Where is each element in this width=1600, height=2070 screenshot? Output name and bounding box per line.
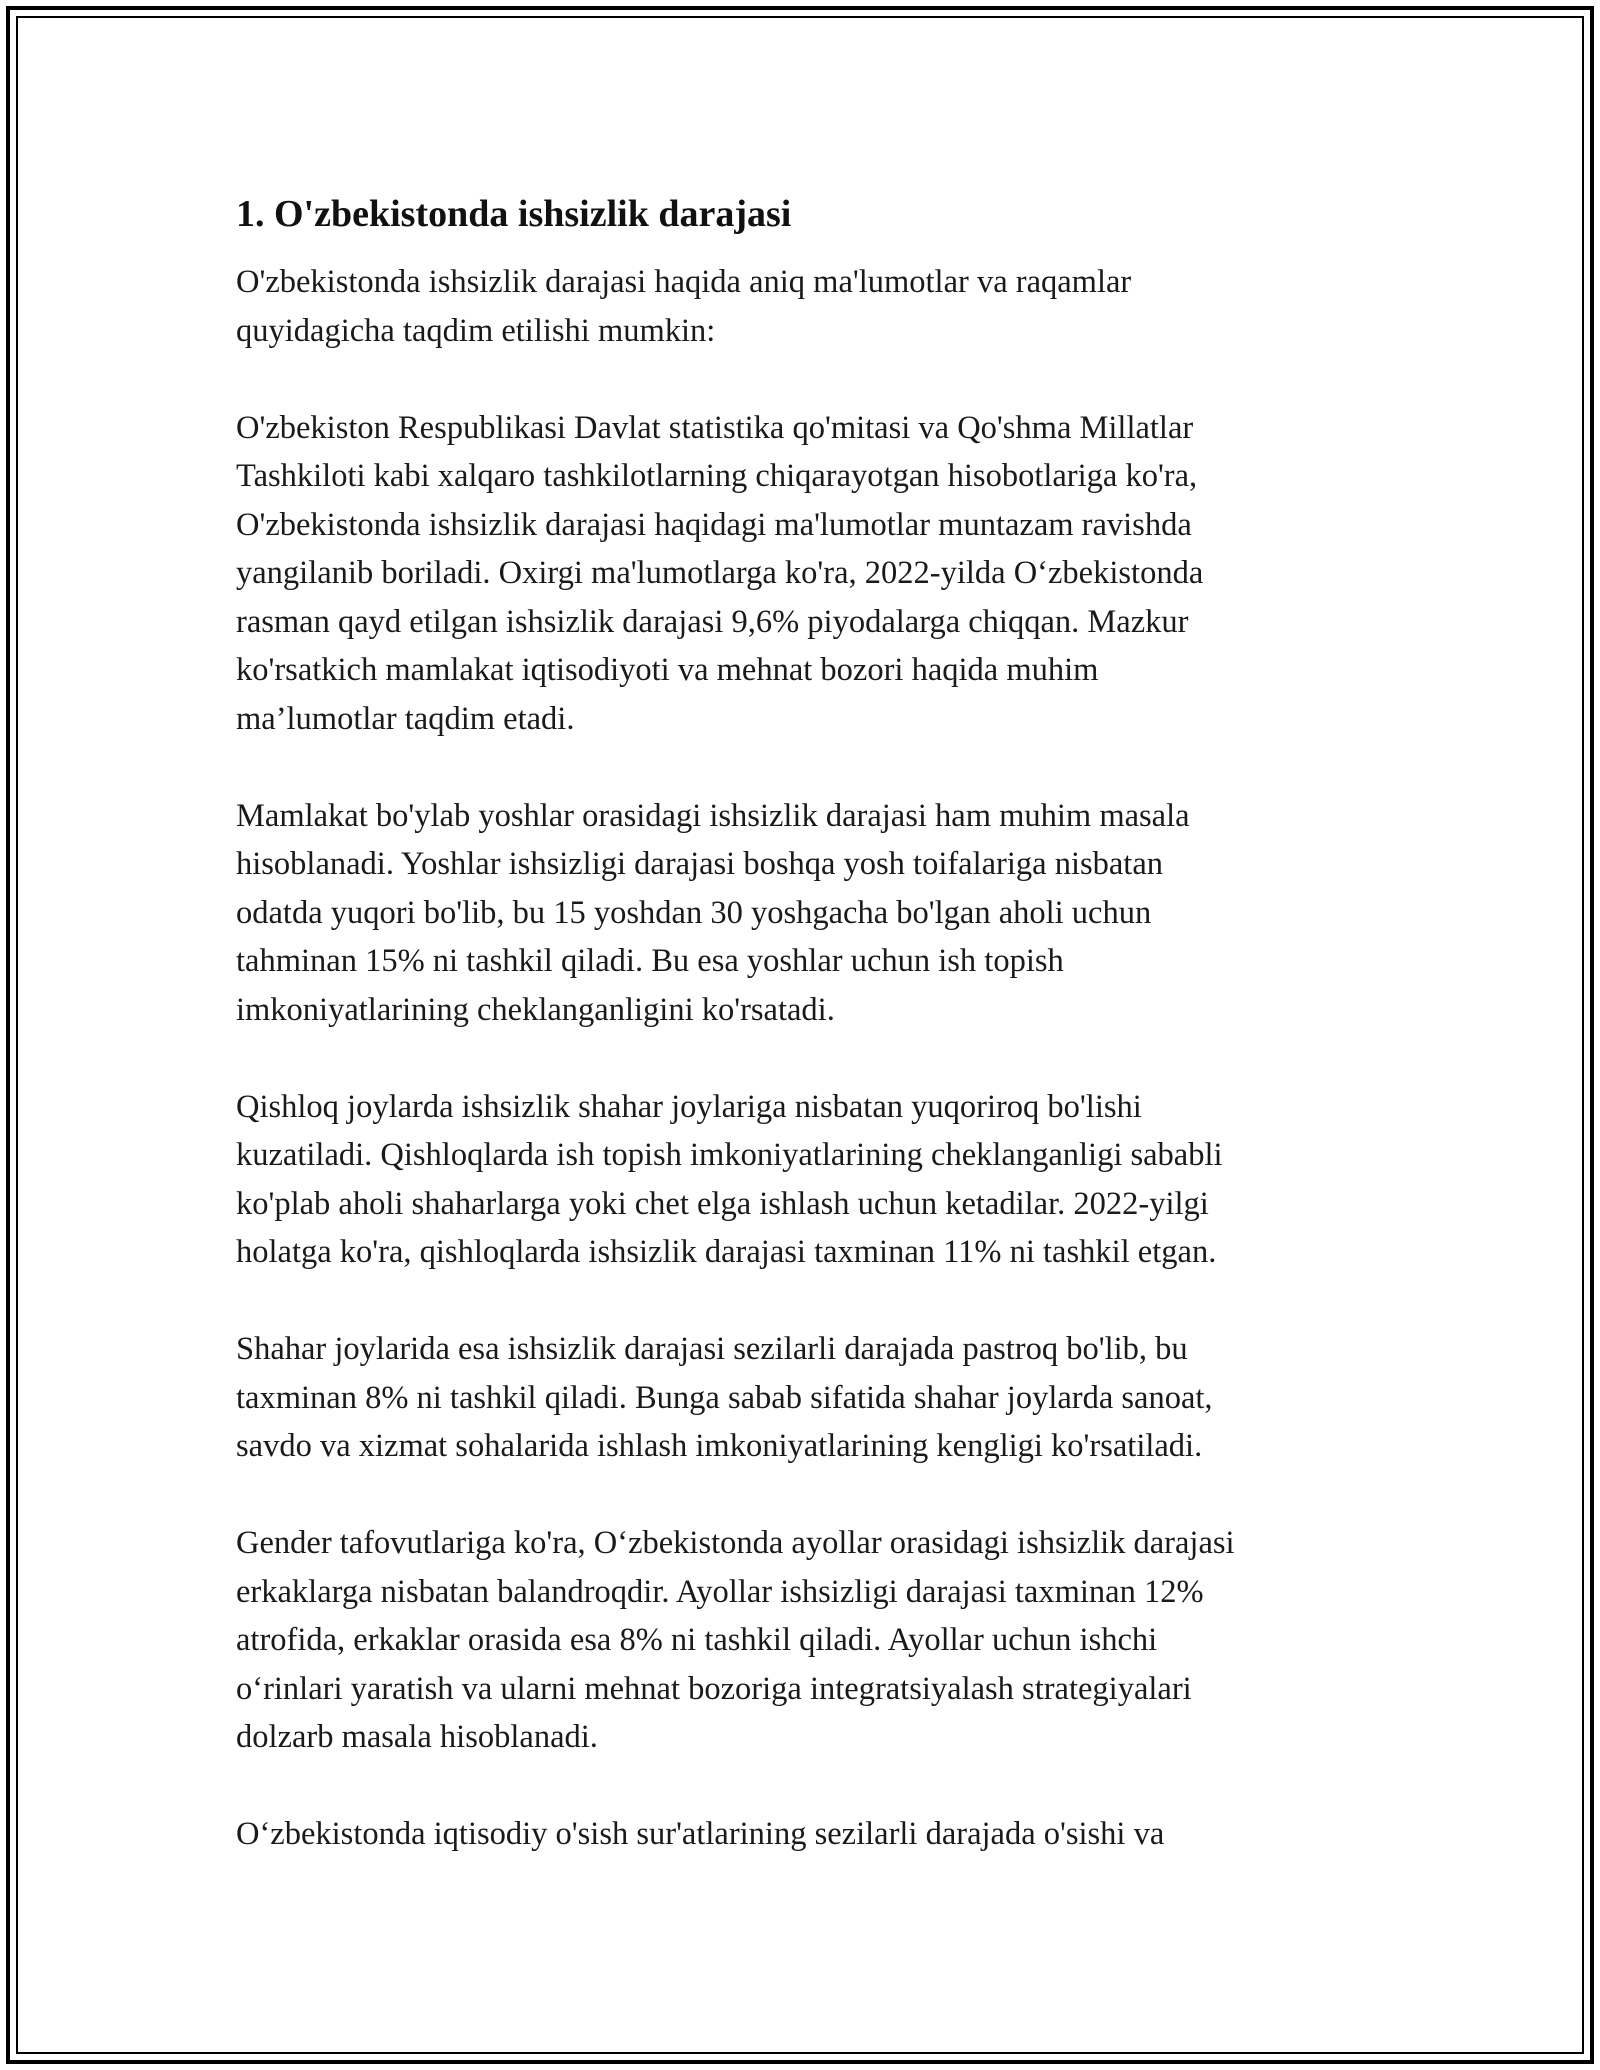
text-line: erkaklarga nisbatan balandroqdir. Ayollar ishsizligi darajasi taxminan 12%: [236, 1573, 1204, 1610]
text-line: rasman qayd etilgan ishsizlik darajasi 9,6% piyodalarga chiqqan. Mazkur: [236, 603, 1189, 640]
paragraph-rural-unemployment: [236, 1083, 1376, 1277]
paragraph-gender-differences: [236, 1519, 1376, 1762]
text-line: O'zbekiston Respublikasi Davlat statistika qo'mitasi va Qo'shma Millatlar: [236, 409, 1194, 446]
paragraph-urban-unemployment: [236, 1325, 1376, 1471]
text-line: ma’lumotlar taqdim etadi.: [236, 700, 575, 737]
text-line: o‘rinlari yaratish va ularni mehnat bozoriga integratsiyalash strategiyalari: [236, 1670, 1192, 1707]
text-line: dolzarb masala hisoblanadi.: [236, 1719, 598, 1755]
text-line: ko'plab aholi shaharlarga yoki chet elga ishlash uchun ketadilar. 2022-yilgi: [236, 1185, 1209, 1222]
text-line: yangilanib boriladi. Oxirgi ma'lumotlarga ko'ra, 2022-yilda O‘zbekistonda: [236, 555, 1204, 591]
paragraph-official-statistics: [236, 404, 1376, 744]
text-line: Mamlakat bo'ylab yoshlar orasidagi ishsizlik darajasi ham muhim masala: [236, 797, 1190, 834]
text-line: quyidagicha taqdim etilishi mumkin:: [236, 312, 716, 349]
text-line: savdo va xizmat sohalarida ishlash imkoniyatlarining kengligi ko'rsatiladi.: [236, 1428, 1203, 1464]
text-line: tahminan 15% ni tashkil qiladi. Bu esa yoshlar uchun ish topish: [236, 943, 1064, 979]
text-line: Gender tafovutlariga ko'ra, O‘zbekistonda ayollar orasidagi ishsizlik darajasi: [236, 1525, 1235, 1561]
text-line: O'zbekistonda ishsizlik darajasi haqida aniq ma'lumotlar va raqamlar: [236, 264, 1132, 300]
text-line: Tashkiloti kabi xalqaro tashkilotlarning chiqarayotgan hisobotlariga ko'ra,: [236, 458, 1198, 494]
paragraph-economic-growth: [236, 1810, 1376, 1859]
text-line: atrofida, erkaklar orasida esa 8% ni tashkil qiladi. Ayollar uchun ishchi: [236, 1622, 1158, 1658]
text-line: imkoniyatlarining cheklanganligini ko'rsatadi.: [236, 991, 835, 1028]
text-line: Shahar joylarida esa ishsizlik darajasi sezilarli darajada pastroq bo'lib, bu: [236, 1331, 1188, 1367]
text-line: holatga ko'ra, qishloqlarda ishsizlik darajasi taxminan 11% ni tashkil etgan.: [236, 1234, 1217, 1270]
text-line: taxminan 8% ni tashkil qiladi. Bunga sabab sifatida shahar joylarda sanoat,: [236, 1379, 1213, 1416]
text-line: Qishloq joylarda ishsizlik shahar joylariga nisbatan yuqoriroq bo'lishi: [236, 1088, 1142, 1125]
text-line: ko'rsatkich mamlakat iqtisodiyoti va mehnat bozori haqida muhim: [236, 652, 1099, 688]
text-line: O'zbekistonda ishsizlik darajasi haqidagi ma'lumotlar muntazam ravishda: [236, 506, 1192, 543]
paragraph-intro: [236, 258, 1376, 355]
section-heading: 1. O'zbekistonda ishsizlik darajasi: [236, 193, 792, 235]
text-line: hisoblanadi. Yoshlar ishsizligi darajasi boshqa yosh toifalariga nisbatan: [236, 846, 1164, 882]
text-line: odatda yuqori bo'lib, bu 15 yoshdan 30 yoshgacha bo'lgan aholi uchun: [236, 894, 1152, 931]
text-line: O‘zbekistonda iqtisodiy o'sish sur'atlarining sezilarli darajada o'sishi va: [236, 1816, 1165, 1852]
text-line: kuzatiladi. Qishloqlarda ish topish imkoniyatlarining cheklanganligi sababli: [236, 1137, 1223, 1173]
paragraph-youth-unemployment: [236, 792, 1376, 1035]
document-body: [236, 188, 1376, 1907]
